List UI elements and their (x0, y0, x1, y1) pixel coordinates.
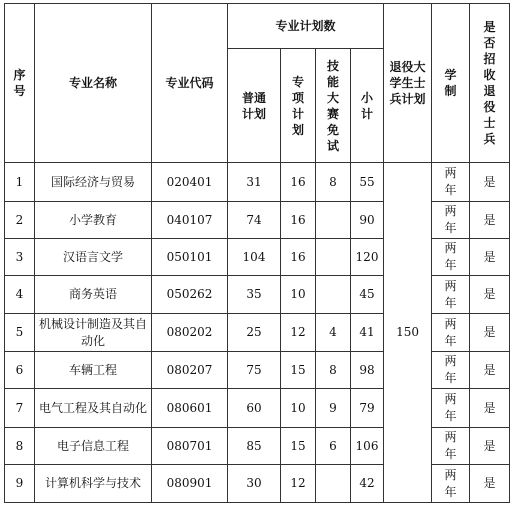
cell-seq: 1 (5, 163, 35, 202)
cell-veteran: 是 (470, 428, 510, 465)
cell-skill: 9 (316, 389, 351, 428)
cell-skill: 6 (316, 428, 351, 465)
cell-veteran: 是 (470, 276, 510, 314)
cell-special: 10 (281, 389, 316, 428)
cell-subtotal: 55 (351, 163, 384, 202)
cell-skill (316, 202, 351, 239)
cell-subtotal: 106 (351, 428, 384, 465)
cell-duration: 两年 (432, 465, 470, 503)
cell-seq: 9 (5, 465, 35, 503)
header-name: 专业名称 (35, 4, 152, 163)
cell-name: 小学教育 (35, 202, 152, 239)
cell-name: 车辆工程 (35, 352, 152, 389)
cell-duration: 两年 (432, 314, 470, 352)
cell-name: 机械设计制造及其自动化 (35, 314, 152, 352)
cell-duration: 两年 (432, 202, 470, 239)
cell-subtotal: 42 (351, 465, 384, 503)
cell-skill (316, 465, 351, 503)
cell-code: 080601 (152, 389, 228, 428)
cell-seq: 4 (5, 276, 35, 314)
cell-subtotal: 98 (351, 352, 384, 389)
cell-code: 080701 (152, 428, 228, 465)
header-skill: 技能大赛免试 (316, 49, 351, 163)
cell-name: 汉语言文学 (35, 239, 152, 276)
cell-skill (316, 276, 351, 314)
cell-code: 020401 (152, 163, 228, 202)
header-enroll-veteran: 是否招收退役士兵 (470, 4, 510, 163)
cell-veteran: 是 (470, 163, 510, 202)
cell-regular: 25 (228, 314, 281, 352)
cell-skill: 8 (316, 163, 351, 202)
cell-seq: 2 (5, 202, 35, 239)
cell-subtotal: 79 (351, 389, 384, 428)
cell-regular: 85 (228, 428, 281, 465)
cell-name: 国际经济与贸易 (35, 163, 152, 202)
header-veteran-plan: 退役大学生士兵计划 (384, 4, 432, 163)
header-code: 专业代码 (152, 4, 228, 163)
cell-special: 16 (281, 239, 316, 276)
cell-name: 计算机科学与技术 (35, 465, 152, 503)
cell-name: 商务英语 (35, 276, 152, 314)
enrollment-plan-table (4, 3, 510, 503)
cell-duration: 两年 (432, 352, 470, 389)
cell-regular: 60 (228, 389, 281, 428)
cell-duration: 两年 (432, 276, 470, 314)
cell-veteran: 是 (470, 352, 510, 389)
cell-name: 电子信息工程 (35, 428, 152, 465)
cell-special: 15 (281, 428, 316, 465)
table-row (5, 276, 510, 314)
cell-veteran: 是 (470, 389, 510, 428)
cell-regular: 30 (228, 465, 281, 503)
cell-subtotal: 120 (351, 239, 384, 276)
table-row (5, 163, 510, 202)
cell-code: 080901 (152, 465, 228, 503)
header-seq: 序号 (5, 4, 35, 163)
cell-regular: 75 (228, 352, 281, 389)
cell-veteran: 是 (470, 314, 510, 352)
cell-code: 050101 (152, 239, 228, 276)
cell-code: 080202 (152, 314, 228, 352)
cell-seq: 7 (5, 389, 35, 428)
cell-duration: 两年 (432, 163, 470, 202)
table-row (5, 202, 510, 239)
cell-code: 050262 (152, 276, 228, 314)
cell-regular: 104 (228, 239, 281, 276)
cell-special: 12 (281, 465, 316, 503)
cell-subtotal: 45 (351, 276, 384, 314)
cell-veteran-plan-total: 150 (384, 163, 432, 503)
table-row (5, 465, 510, 503)
header-subtotal: 小计 (351, 49, 384, 163)
cell-regular: 74 (228, 202, 281, 239)
cell-subtotal: 41 (351, 314, 384, 352)
cell-special: 16 (281, 163, 316, 202)
cell-special: 15 (281, 352, 316, 389)
cell-code: 040107 (152, 202, 228, 239)
cell-seq: 3 (5, 239, 35, 276)
cell-duration: 两年 (432, 428, 470, 465)
table-row (5, 352, 510, 389)
cell-name: 电气工程及其自动化 (35, 389, 152, 428)
cell-veteran: 是 (470, 239, 510, 276)
cell-seq: 8 (5, 428, 35, 465)
header-regular: 普通计划 (228, 49, 281, 163)
cell-subtotal: 90 (351, 202, 384, 239)
table-row (5, 428, 510, 465)
header-plan-group: 专业计划数 (228, 4, 384, 49)
table-row (5, 314, 510, 352)
table-row (5, 239, 510, 276)
cell-regular: 35 (228, 276, 281, 314)
cell-skill: 4 (316, 314, 351, 352)
cell-seq: 6 (5, 352, 35, 389)
cell-duration: 两年 (432, 239, 470, 276)
cell-veteran: 是 (470, 202, 510, 239)
table-row (5, 389, 510, 428)
cell-code: 080207 (152, 352, 228, 389)
cell-regular: 31 (228, 163, 281, 202)
cell-special: 16 (281, 202, 316, 239)
cell-special: 12 (281, 314, 316, 352)
cell-skill: 8 (316, 352, 351, 389)
cell-veteran: 是 (470, 465, 510, 503)
header-special: 专项计划 (281, 49, 316, 163)
cell-skill (316, 239, 351, 276)
cell-duration: 两年 (432, 389, 470, 428)
header-duration: 学制 (432, 4, 470, 163)
cell-special: 10 (281, 276, 316, 314)
cell-seq: 5 (5, 314, 35, 352)
